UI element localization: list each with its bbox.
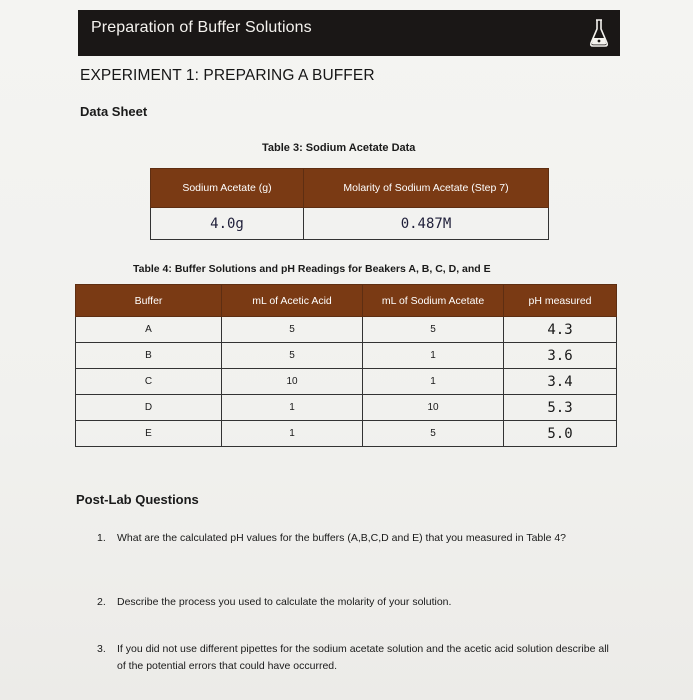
table4-caption: Table 4: Buffer Solutions and pH Readings for Beakers A, B, C, D, and E (133, 263, 491, 275)
buffer-table (75, 284, 617, 447)
table-header-cell: mL of Sodium Acetate (363, 285, 504, 317)
table-header-row (76, 285, 617, 317)
acetic-acid-cell: 10 (222, 369, 363, 395)
acetic-acid-cell: 1 (222, 395, 363, 421)
ph-cell: 3.4 (504, 369, 617, 395)
experiment-title: EXPERIMENT 1: PREPARING A BUFFER (80, 67, 375, 84)
sodium-acetate-cell: 5 (363, 421, 504, 447)
table-header-cell: Sodium Acetate (g) (151, 169, 304, 208)
table-row (76, 369, 617, 395)
question-text: If you did not use different pipettes for the sodium acetate solution and the acetic acid solution describe all of the potential errors that could have occurred. (117, 643, 609, 672)
table-row (151, 208, 549, 240)
data-sheet-heading: Data Sheet (80, 104, 148, 119)
table-header-cell: Buffer (76, 285, 222, 317)
post-lab-heading: Post-Lab Questions (76, 492, 199, 507)
ph-cell: 5.0 (504, 421, 617, 447)
sodium-acetate-cell: 1 (363, 369, 504, 395)
table-header-row (151, 169, 549, 208)
table-row (76, 421, 617, 447)
sodium-acetate-cell: 10 (363, 395, 504, 421)
ph-cell: 5.3 (504, 395, 617, 421)
table-row (76, 395, 617, 421)
buffer-cell: C (76, 369, 222, 395)
table-header-cell: Molarity of Sodium Acetate (Step 7) (304, 169, 549, 208)
buffer-cell: E (76, 421, 222, 447)
ph-cell: 3.6 (504, 343, 617, 369)
table-header-cell: pH measured (504, 285, 617, 317)
buffer-cell: D (76, 395, 222, 421)
table-row (76, 343, 617, 369)
acetic-acid-cell: 5 (222, 343, 363, 369)
question-number: 3. (97, 643, 106, 655)
page-title: Preparation of Buffer Solutions (91, 19, 312, 36)
buffer-cell: A (76, 317, 222, 343)
table-header-cell: mL of Acetic Acid (222, 285, 363, 317)
question-number: 2. (97, 596, 106, 608)
sodium-acetate-molarity: 0.487M (304, 208, 549, 240)
acetic-acid-cell: 1 (222, 421, 363, 447)
sodium-acetate-mass: 4.0g (151, 208, 304, 240)
question-text: Describe the process you used to calculate the molarity of your solution. (117, 596, 452, 608)
ph-cell: 4.3 (504, 317, 617, 343)
sodium-acetate-table (150, 168, 549, 240)
sodium-acetate-cell: 5 (363, 317, 504, 343)
flask-icon (588, 17, 610, 49)
buffer-cell: B (76, 343, 222, 369)
sodium-acetate-cell: 1 (363, 343, 504, 369)
header-bar (78, 10, 620, 56)
question-number: 1. (97, 532, 106, 544)
acetic-acid-cell: 5 (222, 317, 363, 343)
question-text: What are the calculated pH values for the buffers (A,B,C,D and E) that you measured in Table 4? (117, 532, 567, 544)
table-row (76, 317, 617, 343)
table3-caption: Table 3: Sodium Acetate Data (262, 142, 416, 154)
